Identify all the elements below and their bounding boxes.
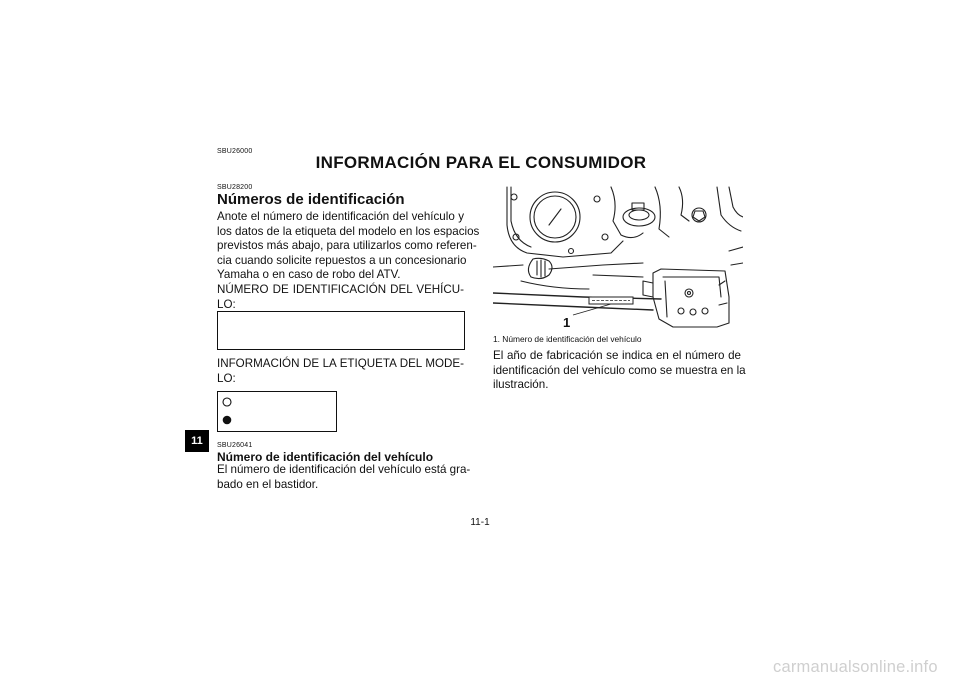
filled-circle-icon bbox=[222, 415, 232, 425]
text-line: NÚMERO DE IDENTIFICACIÓN DEL VEHÍCU- bbox=[217, 282, 464, 296]
vin-section-heading: Número de identificación del vehículo bbox=[217, 450, 434, 464]
section-tab-label: 11 bbox=[191, 435, 203, 447]
vin-paragraph bbox=[217, 463, 471, 492]
text-line: identificación del vehículo como se muestra en la bbox=[493, 363, 746, 377]
text-line: ilustración. bbox=[493, 378, 549, 392]
figure-callout: 1 bbox=[563, 315, 571, 330]
label-info-paragraph bbox=[217, 357, 464, 386]
text-line: Yamaha o en caso de robo del ATV. bbox=[217, 268, 401, 282]
figure-caption: 1. Número de identificación del vehículo bbox=[493, 334, 642, 344]
watermark: carmanualsonline.info bbox=[773, 658, 938, 676]
text-line: cia cuando solicite repuestos a un concesionario bbox=[217, 253, 467, 267]
text-line: El año de fabricación se indica en el número de bbox=[493, 349, 741, 362]
vin-entry-box bbox=[217, 311, 465, 350]
vin-section-code: SBU26041 bbox=[217, 442, 253, 449]
model-label-box bbox=[217, 391, 337, 432]
section-tab bbox=[185, 430, 209, 452]
open-circle-icon bbox=[222, 397, 232, 407]
text-line: LO: bbox=[217, 371, 236, 385]
text-line: El número de identificación del vehículo está gra- bbox=[217, 463, 471, 476]
text-line: los datos de la etiqueta del modelo en los espacios bbox=[217, 224, 480, 238]
text-line: previstos más abajo, para utilizarlos como referen- bbox=[217, 239, 477, 253]
subsection-code: SBU28200 bbox=[217, 184, 253, 191]
text-line: LO: bbox=[217, 297, 236, 311]
text-line: Anote el número de identificación del vehículo y bbox=[217, 210, 464, 223]
frame-illustration bbox=[493, 185, 743, 330]
text-line: INFORMACIÓN DE LA ETIQUETA DEL MODE- bbox=[217, 357, 464, 370]
page-number: 11-1 bbox=[470, 517, 490, 528]
subsection-heading: Números de identificación bbox=[217, 191, 405, 208]
right-paragraph bbox=[493, 349, 746, 393]
section-code: SBU26000 bbox=[217, 148, 253, 155]
id-paragraph bbox=[217, 210, 480, 312]
text-line: bado en el bastidor. bbox=[217, 477, 319, 491]
page-title: INFORMACIÓN PARA EL CONSUMIDOR bbox=[315, 153, 647, 172]
